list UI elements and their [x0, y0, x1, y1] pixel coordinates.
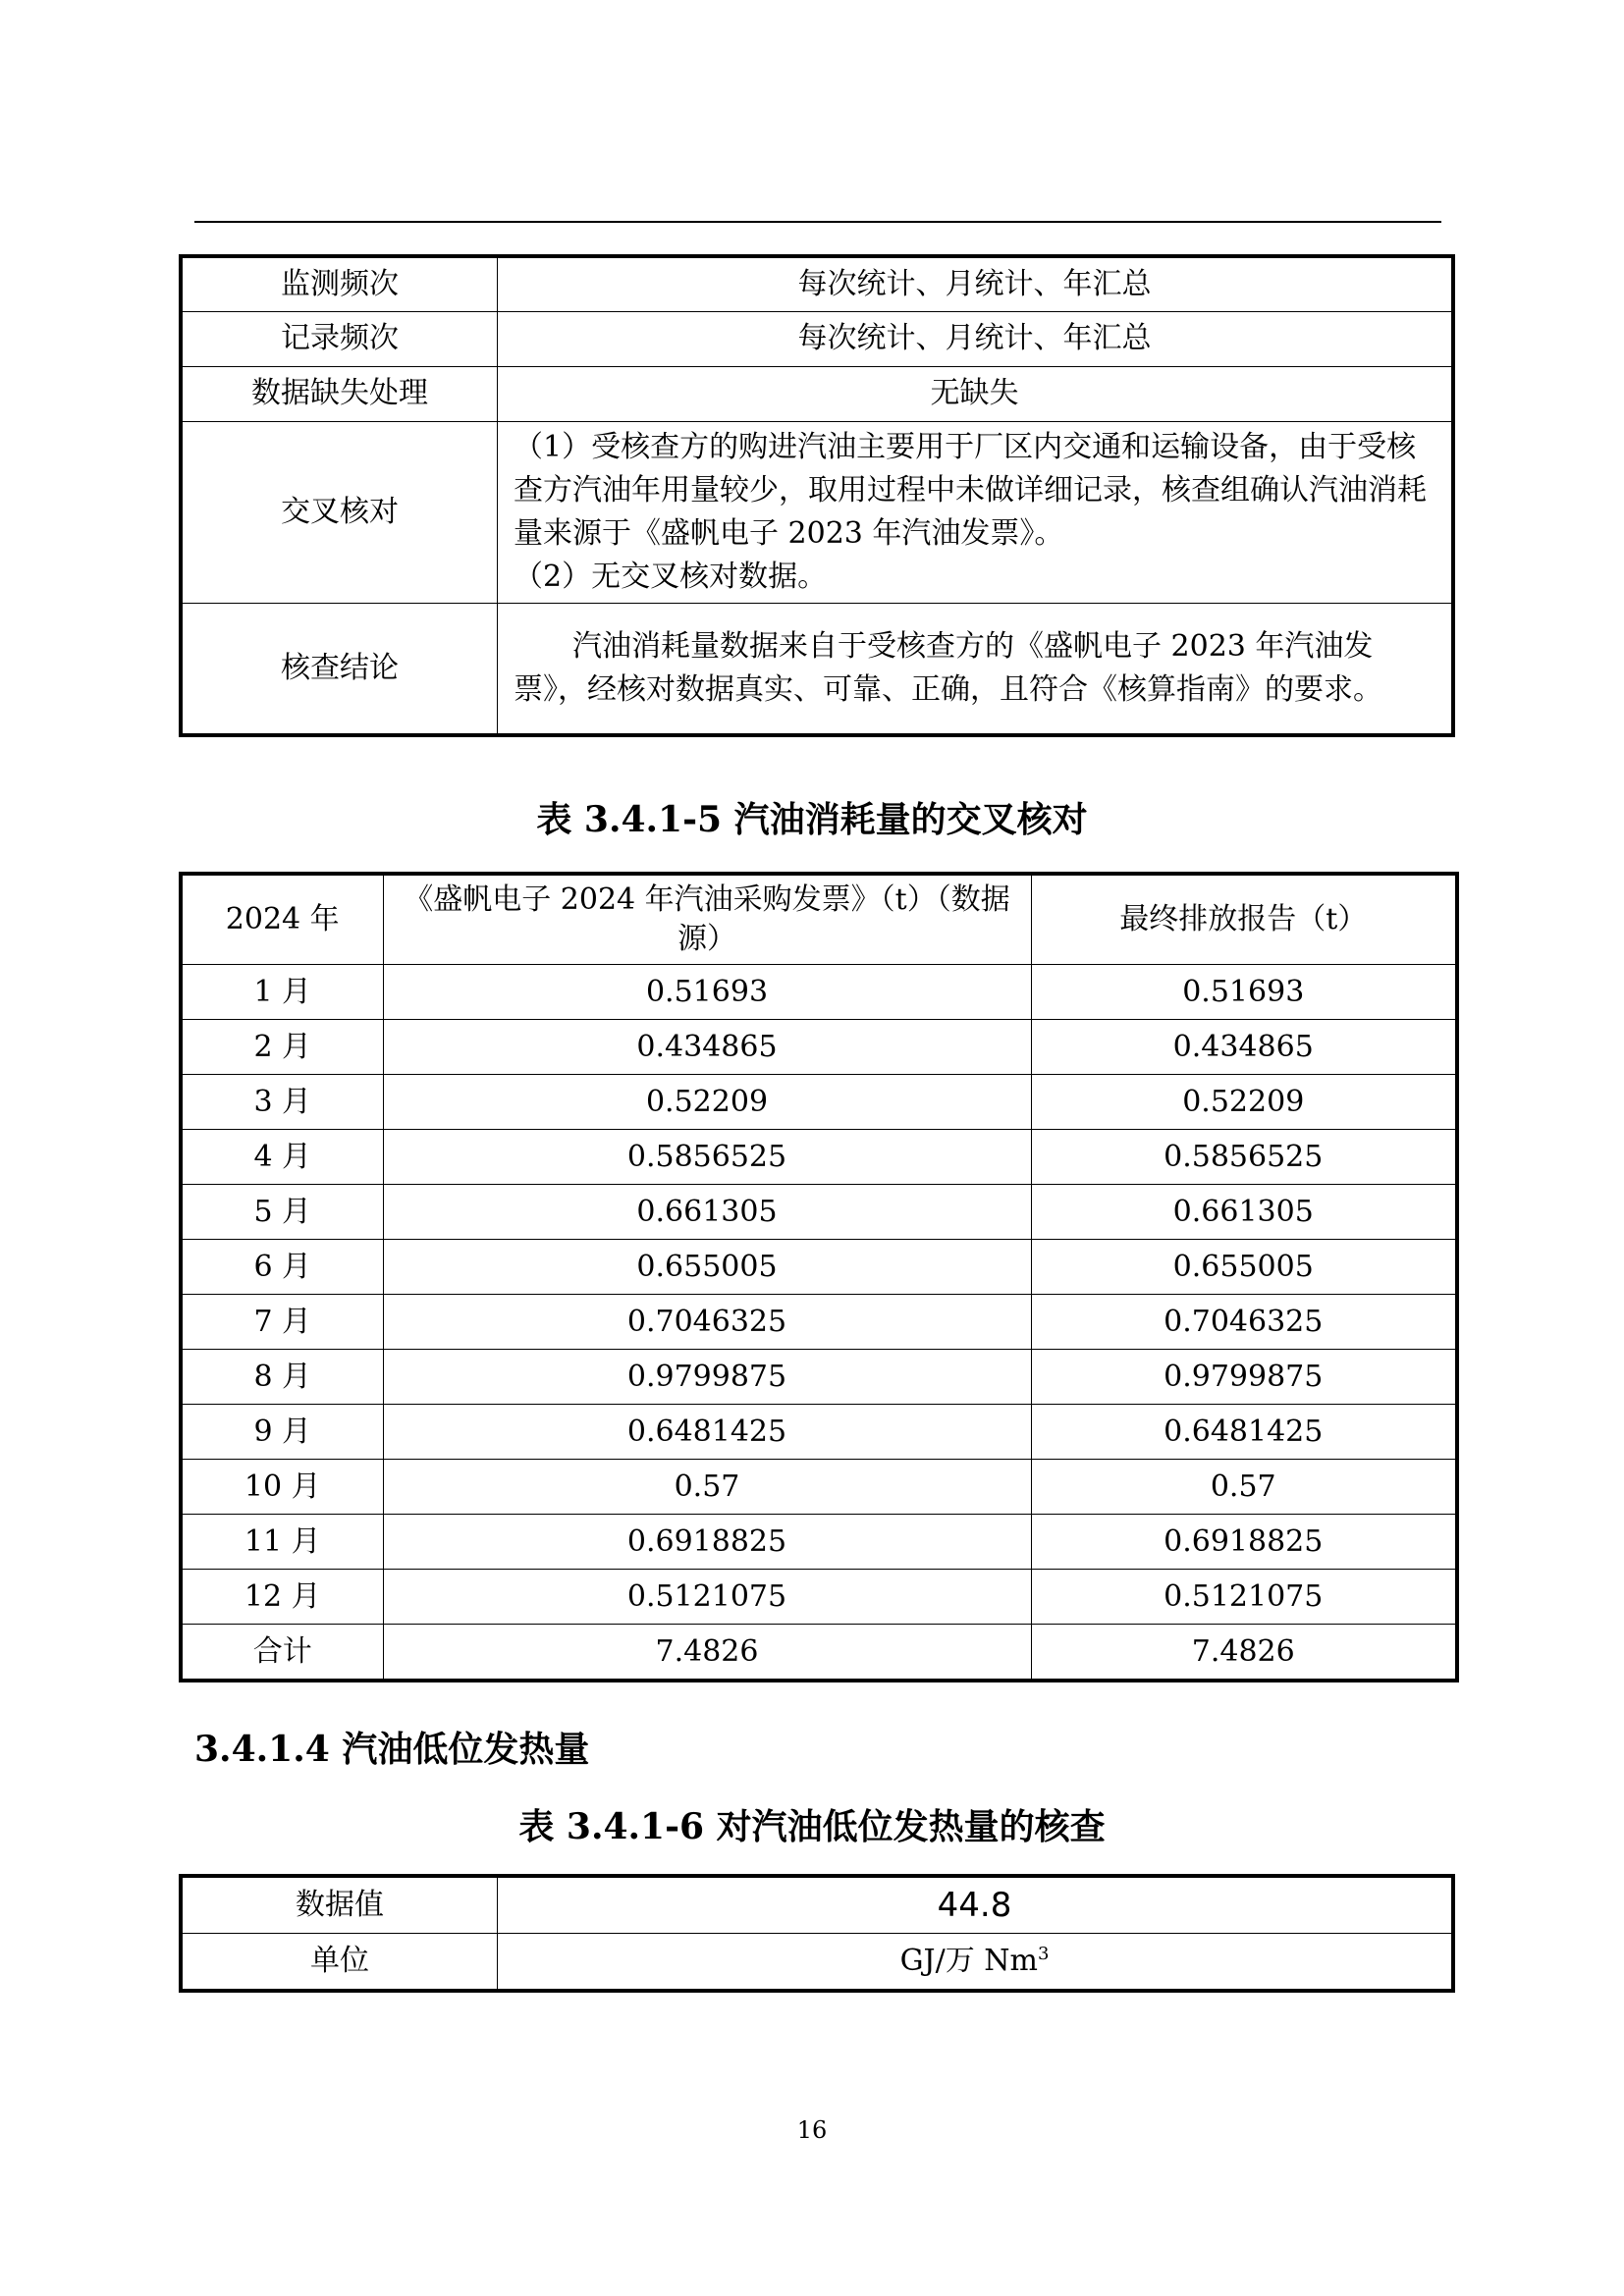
report-value-cell: 0.6918825 — [1031, 1515, 1457, 1570]
report-value-cell: 0.51693 — [1031, 965, 1457, 1020]
month-cell: 12 月 — [181, 1570, 383, 1625]
month-cell: 3 月 — [181, 1075, 383, 1130]
table-row — [181, 1876, 1453, 1934]
column-header: 最终排放报告（t） — [1031, 874, 1457, 965]
report-value-cell: 0.57 — [1031, 1460, 1457, 1515]
table-row — [181, 1934, 1453, 1992]
invoice-value-cell: 0.661305 — [383, 1185, 1031, 1240]
unit-superscript: 3 — [1037, 1944, 1050, 1964]
table-row — [181, 1185, 1457, 1240]
row-value: 每次统计、月统计、年汇总 — [498, 256, 1454, 311]
row-label: 监测频次 — [181, 256, 498, 311]
row-label: 交叉核对 — [181, 421, 498, 603]
report-value-cell: 0.655005 — [1031, 1240, 1457, 1295]
heating-value-table — [179, 1874, 1455, 1993]
invoice-value-cell: 0.6481425 — [383, 1405, 1031, 1460]
row-label: 数据缺失处理 — [181, 366, 498, 421]
report-value-cell: 0.6481425 — [1031, 1405, 1457, 1460]
report-value-cell: 0.7046325 — [1031, 1295, 1457, 1350]
invoice-value-cell: 0.434865 — [383, 1020, 1031, 1075]
month-cell: 7 月 — [181, 1295, 383, 1350]
invoice-value-cell: 0.57 — [383, 1460, 1031, 1515]
report-value-cell: 0.9799875 — [1031, 1350, 1457, 1405]
column-header: 2024 年 — [181, 874, 383, 965]
report-value-cell: 7.4826 — [1031, 1625, 1457, 1682]
row-value — [498, 603, 1454, 735]
table-row — [181, 1460, 1457, 1515]
table-row — [181, 1240, 1457, 1295]
row-value: 每次统计、月统计、年汇总 — [498, 311, 1454, 366]
value-label: 数据值 — [181, 1876, 498, 1934]
table-row — [181, 311, 1453, 366]
table-caption: 表 3.4.1-6 对汽油低位发热量的核查 — [518, 1806, 1106, 1847]
report-value-cell: 0.434865 — [1031, 1020, 1457, 1075]
column-header: 《盛帆电子 2024 年汽油采购发票》（t）（数据源） — [383, 874, 1031, 965]
table-row — [181, 1075, 1457, 1130]
invoice-value-cell: 0.5121075 — [383, 1570, 1031, 1625]
cross-check-paragraph-1: （1）受核查方的购进汽油主要用于厂区内交通和运输设备，由于受核查方汽油年用量较少，取用过程中未做详细记录，核查组确认汽油消耗量来源于《盛帆电子 2023 年汽油发票》。 — [514, 429, 1427, 551]
month-cell: 5 月 — [181, 1185, 383, 1240]
invoice-value-cell: 0.7046325 — [383, 1295, 1031, 1350]
table-row — [181, 256, 1453, 311]
conclusion-paragraph: 汽油消耗量数据来自于受核查方的《盛帆电子 2023 年汽油发票》，经核对数据真实、可靠、正确，且符合《核算指南》的要求。 — [514, 628, 1382, 707]
invoice-value-cell: 0.9799875 — [383, 1350, 1031, 1405]
table-row — [181, 421, 1453, 603]
report-value-cell: 0.661305 — [1031, 1185, 1457, 1240]
table-row — [181, 1020, 1457, 1075]
table-row — [181, 603, 1453, 735]
table-row — [181, 1130, 1457, 1185]
row-label: 记录频次 — [181, 311, 498, 366]
table-row — [181, 366, 1453, 421]
verification-table — [179, 254, 1455, 737]
cross-check-paragraph-2: （2）无交叉核对数据。 — [514, 559, 828, 594]
gasoline-cross-check-table — [179, 872, 1459, 1682]
invoice-value-cell: 0.655005 — [383, 1240, 1031, 1295]
table-row — [181, 1295, 1457, 1350]
month-cell: 11 月 — [181, 1515, 383, 1570]
table-row — [181, 965, 1457, 1020]
table-row — [181, 1570, 1457, 1625]
table-header-row — [181, 874, 1457, 965]
month-cell: 9 月 — [181, 1405, 383, 1460]
heating-value: 44.8 — [498, 1876, 1454, 1934]
table-row — [181, 1405, 1457, 1460]
invoice-value-cell: 0.52209 — [383, 1075, 1031, 1130]
month-cell: 8 月 — [181, 1350, 383, 1405]
invoice-value-cell: 7.4826 — [383, 1625, 1031, 1682]
month-cell: 2 月 — [181, 1020, 383, 1075]
table-row — [181, 1515, 1457, 1570]
table-row — [181, 1350, 1457, 1405]
month-cell: 4 月 — [181, 1130, 383, 1185]
month-cell: 1 月 — [181, 965, 383, 1020]
row-label: 核查结论 — [181, 603, 498, 735]
unit-text: GJ/万 Nm — [899, 1944, 1038, 1978]
row-value — [498, 421, 1454, 603]
report-value-cell: 0.52209 — [1031, 1075, 1457, 1130]
invoice-value-cell: 0.5856525 — [383, 1130, 1031, 1185]
row-value: 无缺失 — [498, 366, 1454, 421]
table-row — [181, 1625, 1457, 1682]
month-cell: 10 月 — [181, 1460, 383, 1515]
report-value-cell: 0.5121075 — [1031, 1570, 1457, 1625]
page-number: 16 — [796, 2116, 828, 2144]
section-heading: 3.4.1.4 汽油低位发热量 — [194, 1729, 590, 1770]
table-caption: 表 3.4.1-5 汽油消耗量的交叉核对 — [536, 799, 1088, 840]
report-value-cell: 0.5856525 — [1031, 1130, 1457, 1185]
month-cell: 合计 — [181, 1625, 383, 1682]
unit-value — [498, 1934, 1454, 1992]
invoice-value-cell: 0.6918825 — [383, 1515, 1031, 1570]
month-cell: 6 月 — [181, 1240, 383, 1295]
header-rule — [194, 221, 1441, 223]
unit-label: 单位 — [181, 1934, 498, 1992]
invoice-value-cell: 0.51693 — [383, 965, 1031, 1020]
